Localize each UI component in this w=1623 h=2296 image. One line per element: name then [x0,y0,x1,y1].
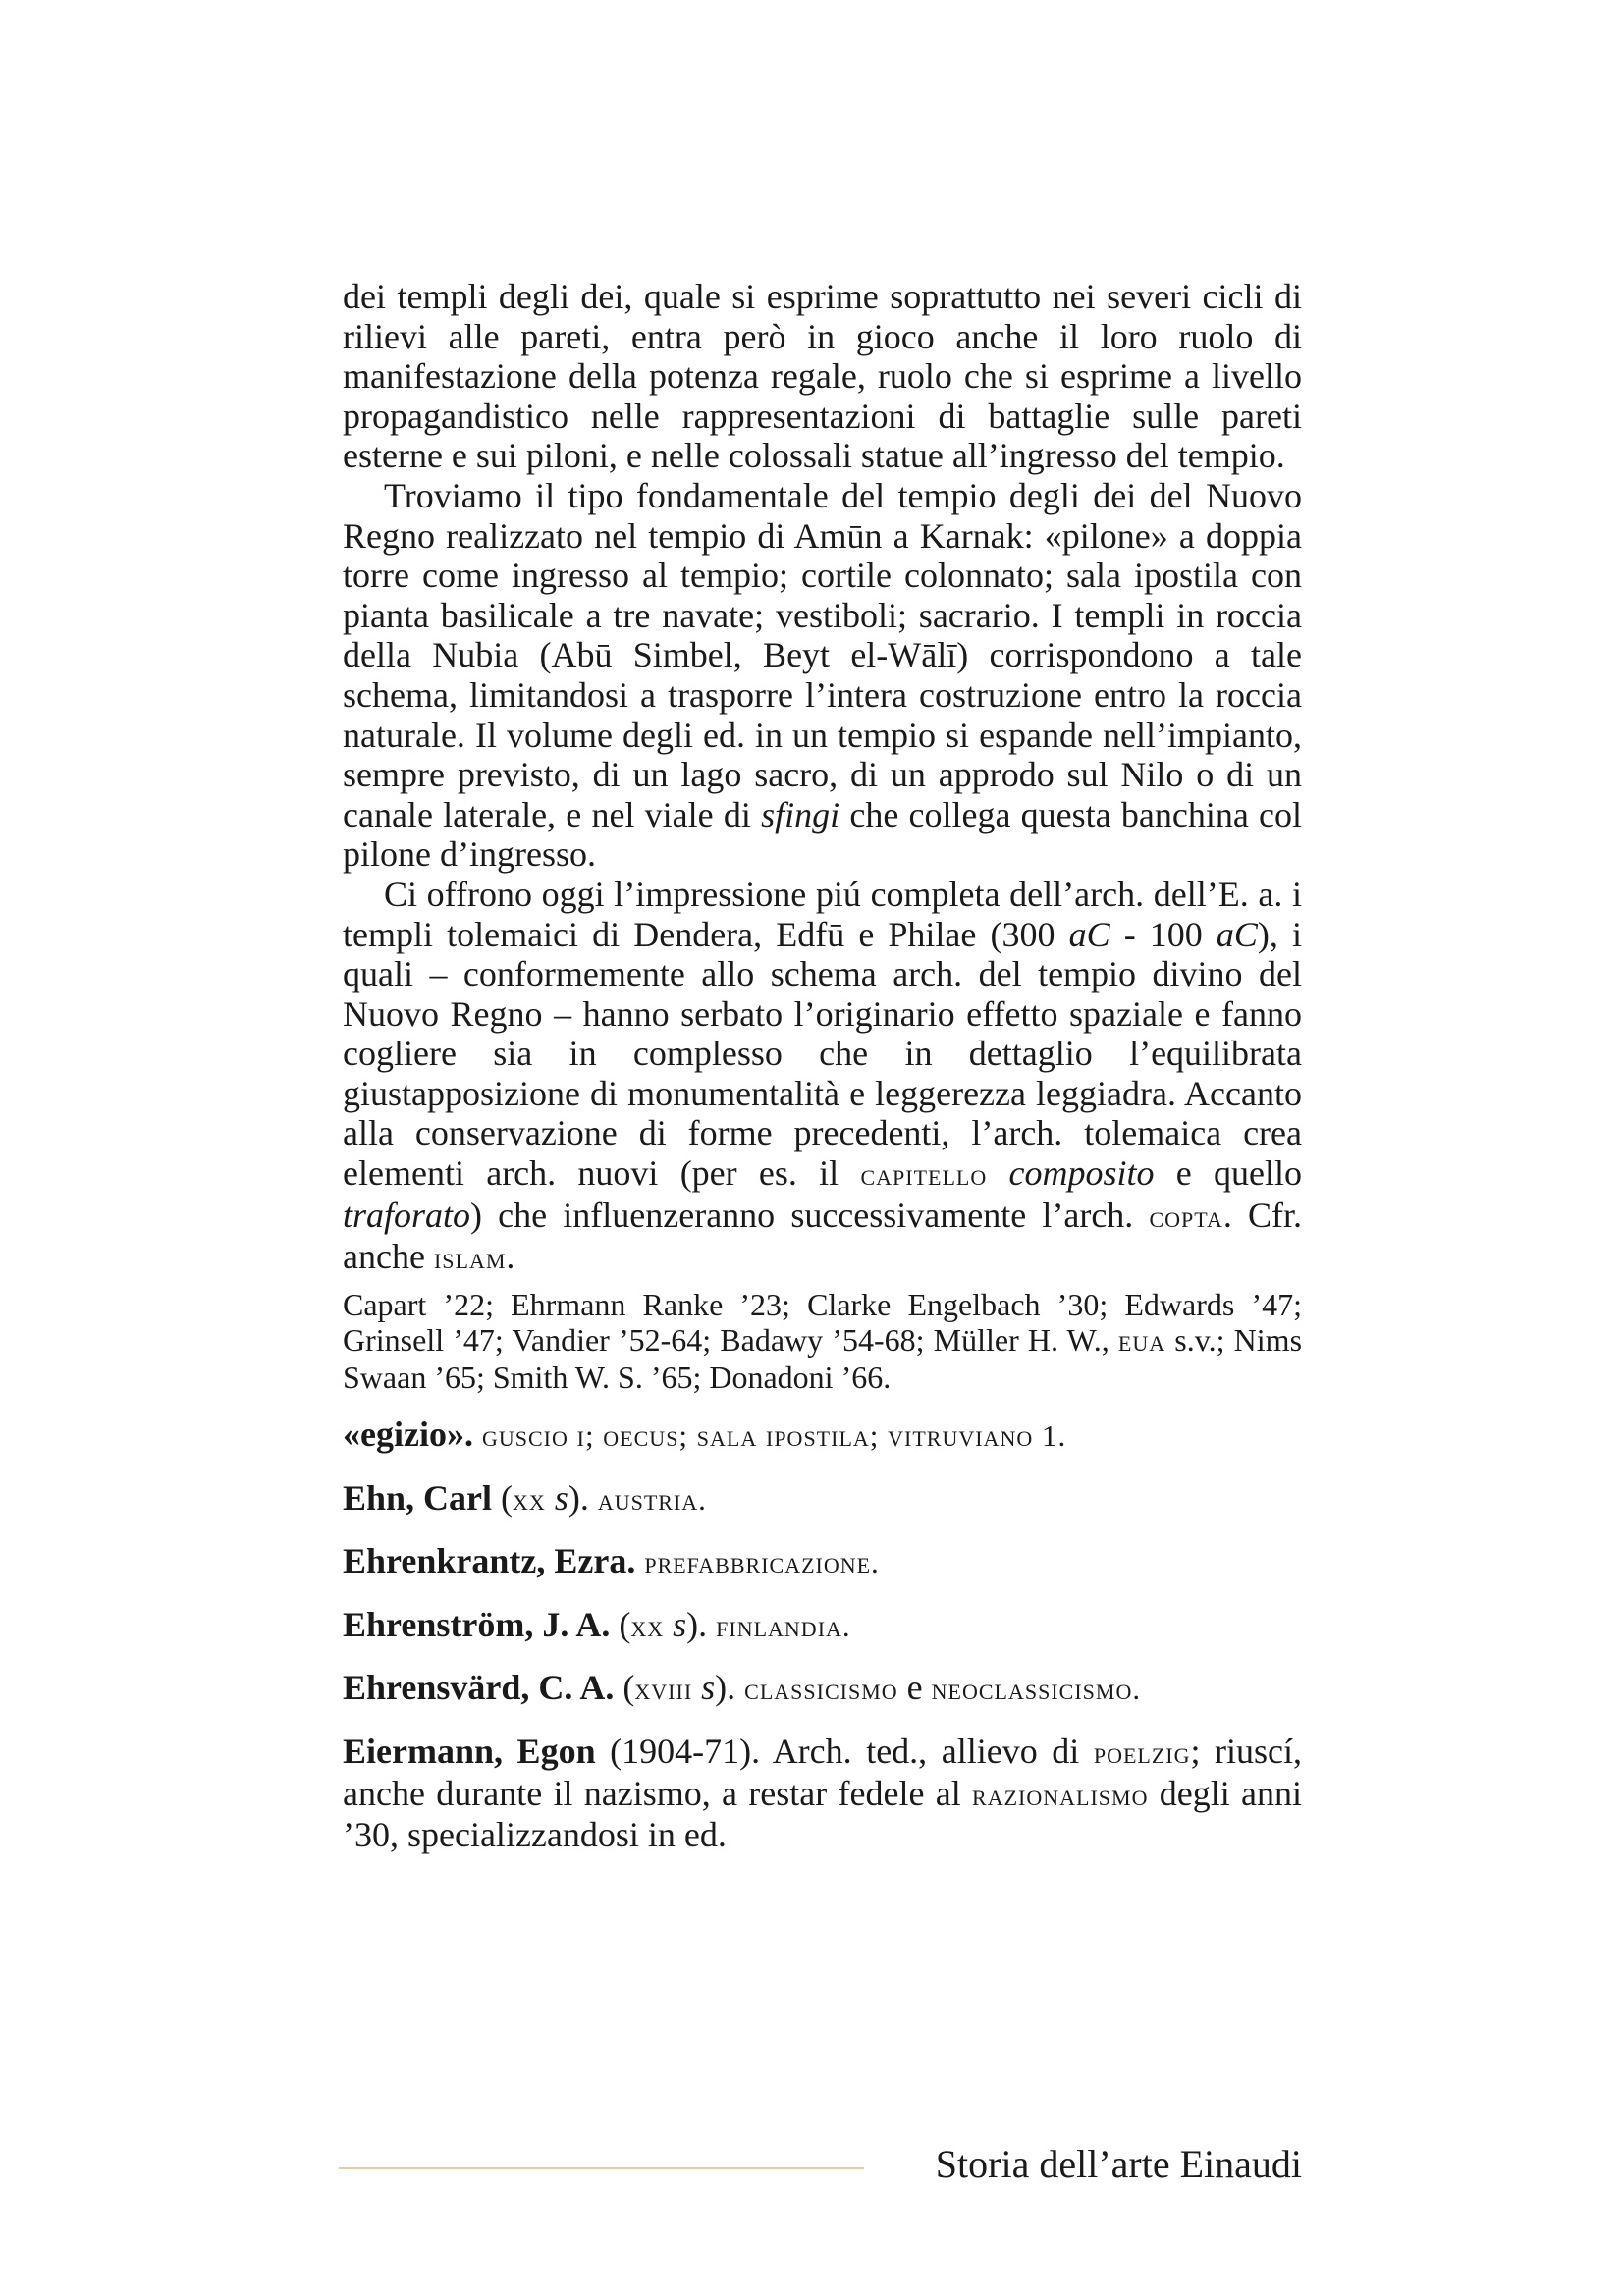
footer-brand: Storia dell’arte Einaudi [935,2142,1302,2186]
entry-ehn [343,1478,1302,1521]
cross-reference: finlandia. [716,1608,851,1643]
cross-reference: poelzig [1093,1735,1191,1771]
cross-reference: razionalismo [972,1777,1149,1812]
cross-reference: austria. [597,1481,707,1517]
cross-reference: prefabbricazione. [644,1545,880,1580]
cross-reference: classicismo [744,1672,898,1707]
paragraph-2-text: Troviamo il tipo fondamentale del tempio degli dei del Nuovo Regno realizzato nel tempio di Amūn a Karnak: «pilone» a doppia torre come ingresso al tempio; cortile colonnato; sala ipostila con pianta basilicale a tre navate; vestiboli; sacrario. I templi in roccia della Nubia (Abū Simbel, Beyt el-Wālī) corrispondono a tale schema, limitandosi a trasporre l’intera costruzione entro la roccia naturale. Il volume degli ed. in un tempio si espande nell’impianto, sempre previsto, di un lago sacro, di un approdo sul Nilo o di un canale laterale, e nel viale di [343,475,1302,834]
bibliography [343,1287,1302,1395]
paragraph-1-text: dei templi degli dei, quale si esprime soprattutto nei severi cicli di rilievi alle pareti, entra però in gioco anche il loro ruolo di manifestazione della potenza regale, ruolo che si esprime a livello propagandistico nelle rappresentazioni di battaglie sulle pareti esterne e sui piloni, e nelle colossali statue all’ingresso del tempio. [343,277,1302,476]
paragraph-2-italic: sfingi [761,794,840,834]
cross-reference: islam [433,1241,507,1276]
entry-date: ( [619,1604,631,1644]
cross-reference: neoclassicismo. [931,1672,1142,1707]
entry-century: xx [513,1481,546,1517]
entry-text: ; riuscí, anche durante il nazismo, a restar fedele al [343,1732,1303,1813]
entry-headword: «egizio». [343,1415,473,1455]
cross-reference: capitello [860,1157,988,1193]
entry-headword: Ehrensvärd, C. A. [343,1668,615,1708]
entry-date: ). [715,1668,736,1708]
cross-reference: copta [1149,1199,1223,1234]
entry-ehrenstrom [343,1605,1302,1647]
bibliography-text: s.v.; Nims Swaan ’65; Smith W. S. ’65; Donadoni ’66. [343,1322,1303,1395]
paragraph-3-text: ), i quali – conformemente allo schema arch. del tempio divino del Nuovo Regno – hanno serbato l’originario effetto spaziale e fanno cogliere sia in complesso che in dettaglio l’equilibrata giustapposizione di monumentalità e leggerezza leggiadra. Accanto alla conservazione di forme precedenti, l’arch. tolemaica crea elementi arch. nuovi (per es. il [343,914,1303,1194]
paragraph-3-text: Ci offrono oggi l’impressione piú completa dell’arch. dell’E. a. i templi tolemaici di Dendera, Edfū e Philae (300 [343,874,1302,954]
entry-headword: Eiermann, Egon [343,1732,596,1772]
entry-date: ). [568,1477,589,1518]
cross-reference: guscio i; oecus; sala ipostila; vitruviano 1. [481,1418,1067,1454]
entry-egizio [343,1415,1302,1457]
paragraph-3 [343,875,1302,1279]
entry-century: xviii [634,1672,693,1707]
entry-date: ( [622,1668,635,1708]
entry-date: ( [501,1477,514,1518]
entry-headword: Ehrenström, J. A. [343,1604,611,1644]
entry-eiermann [343,1732,1302,1855]
entry-text: (1904-71). Arch. ted., allievo di [610,1732,1080,1772]
paragraph-3-italic: aC [1068,914,1110,954]
entry-date: s [673,1604,687,1644]
cross-reference: eua [1117,1323,1166,1359]
entry-headword: Ehrenkrantz, Ezra. [343,1541,636,1581]
paragraph-3-italic: traforato [343,1195,471,1235]
entry-ehrensvard [343,1668,1302,1710]
paragraph-3-text: ) che influenzeranno successivamente l’arch. [470,1195,1134,1235]
paragraph-3-text: . [506,1237,515,1277]
footer-rule [339,2167,864,2169]
paragraph-3-italic: composito [1008,1153,1155,1194]
body-text [343,277,1302,1855]
entry-headword: Ehn, Carl [343,1477,493,1518]
paragraph-3-text: e quello [1175,1153,1303,1194]
paragraph-1 [343,277,1302,476]
paragraph-2-text-end: che collega questa banchina col pilone d’ingresso. [343,794,1303,875]
paragraph-3-italic: aC [1216,914,1258,954]
paragraph-2 [343,476,1302,875]
paragraph-3-text: - 100 [1123,914,1203,954]
entry-ehrenkrantz [343,1541,1302,1583]
paragraph-3-text: . Cfr. anche [343,1195,1302,1277]
entry-date: s [554,1477,568,1518]
bibliography-text: Capart ’22; Ehrmann Ranke ’23; Clarke Engelbach ’30; Edwards ’47; Grinsell ’47; Vandier ’52-64; Badawy ’54-68; Müller H. W., [343,1286,1302,1359]
entry-date: ). [686,1604,708,1644]
entry-text: degli anni ’30, specializzandosi in ed. [343,1773,1303,1855]
entry-text: e [906,1668,923,1708]
entry-date: s [701,1668,716,1708]
entry-century: xx [630,1608,665,1643]
